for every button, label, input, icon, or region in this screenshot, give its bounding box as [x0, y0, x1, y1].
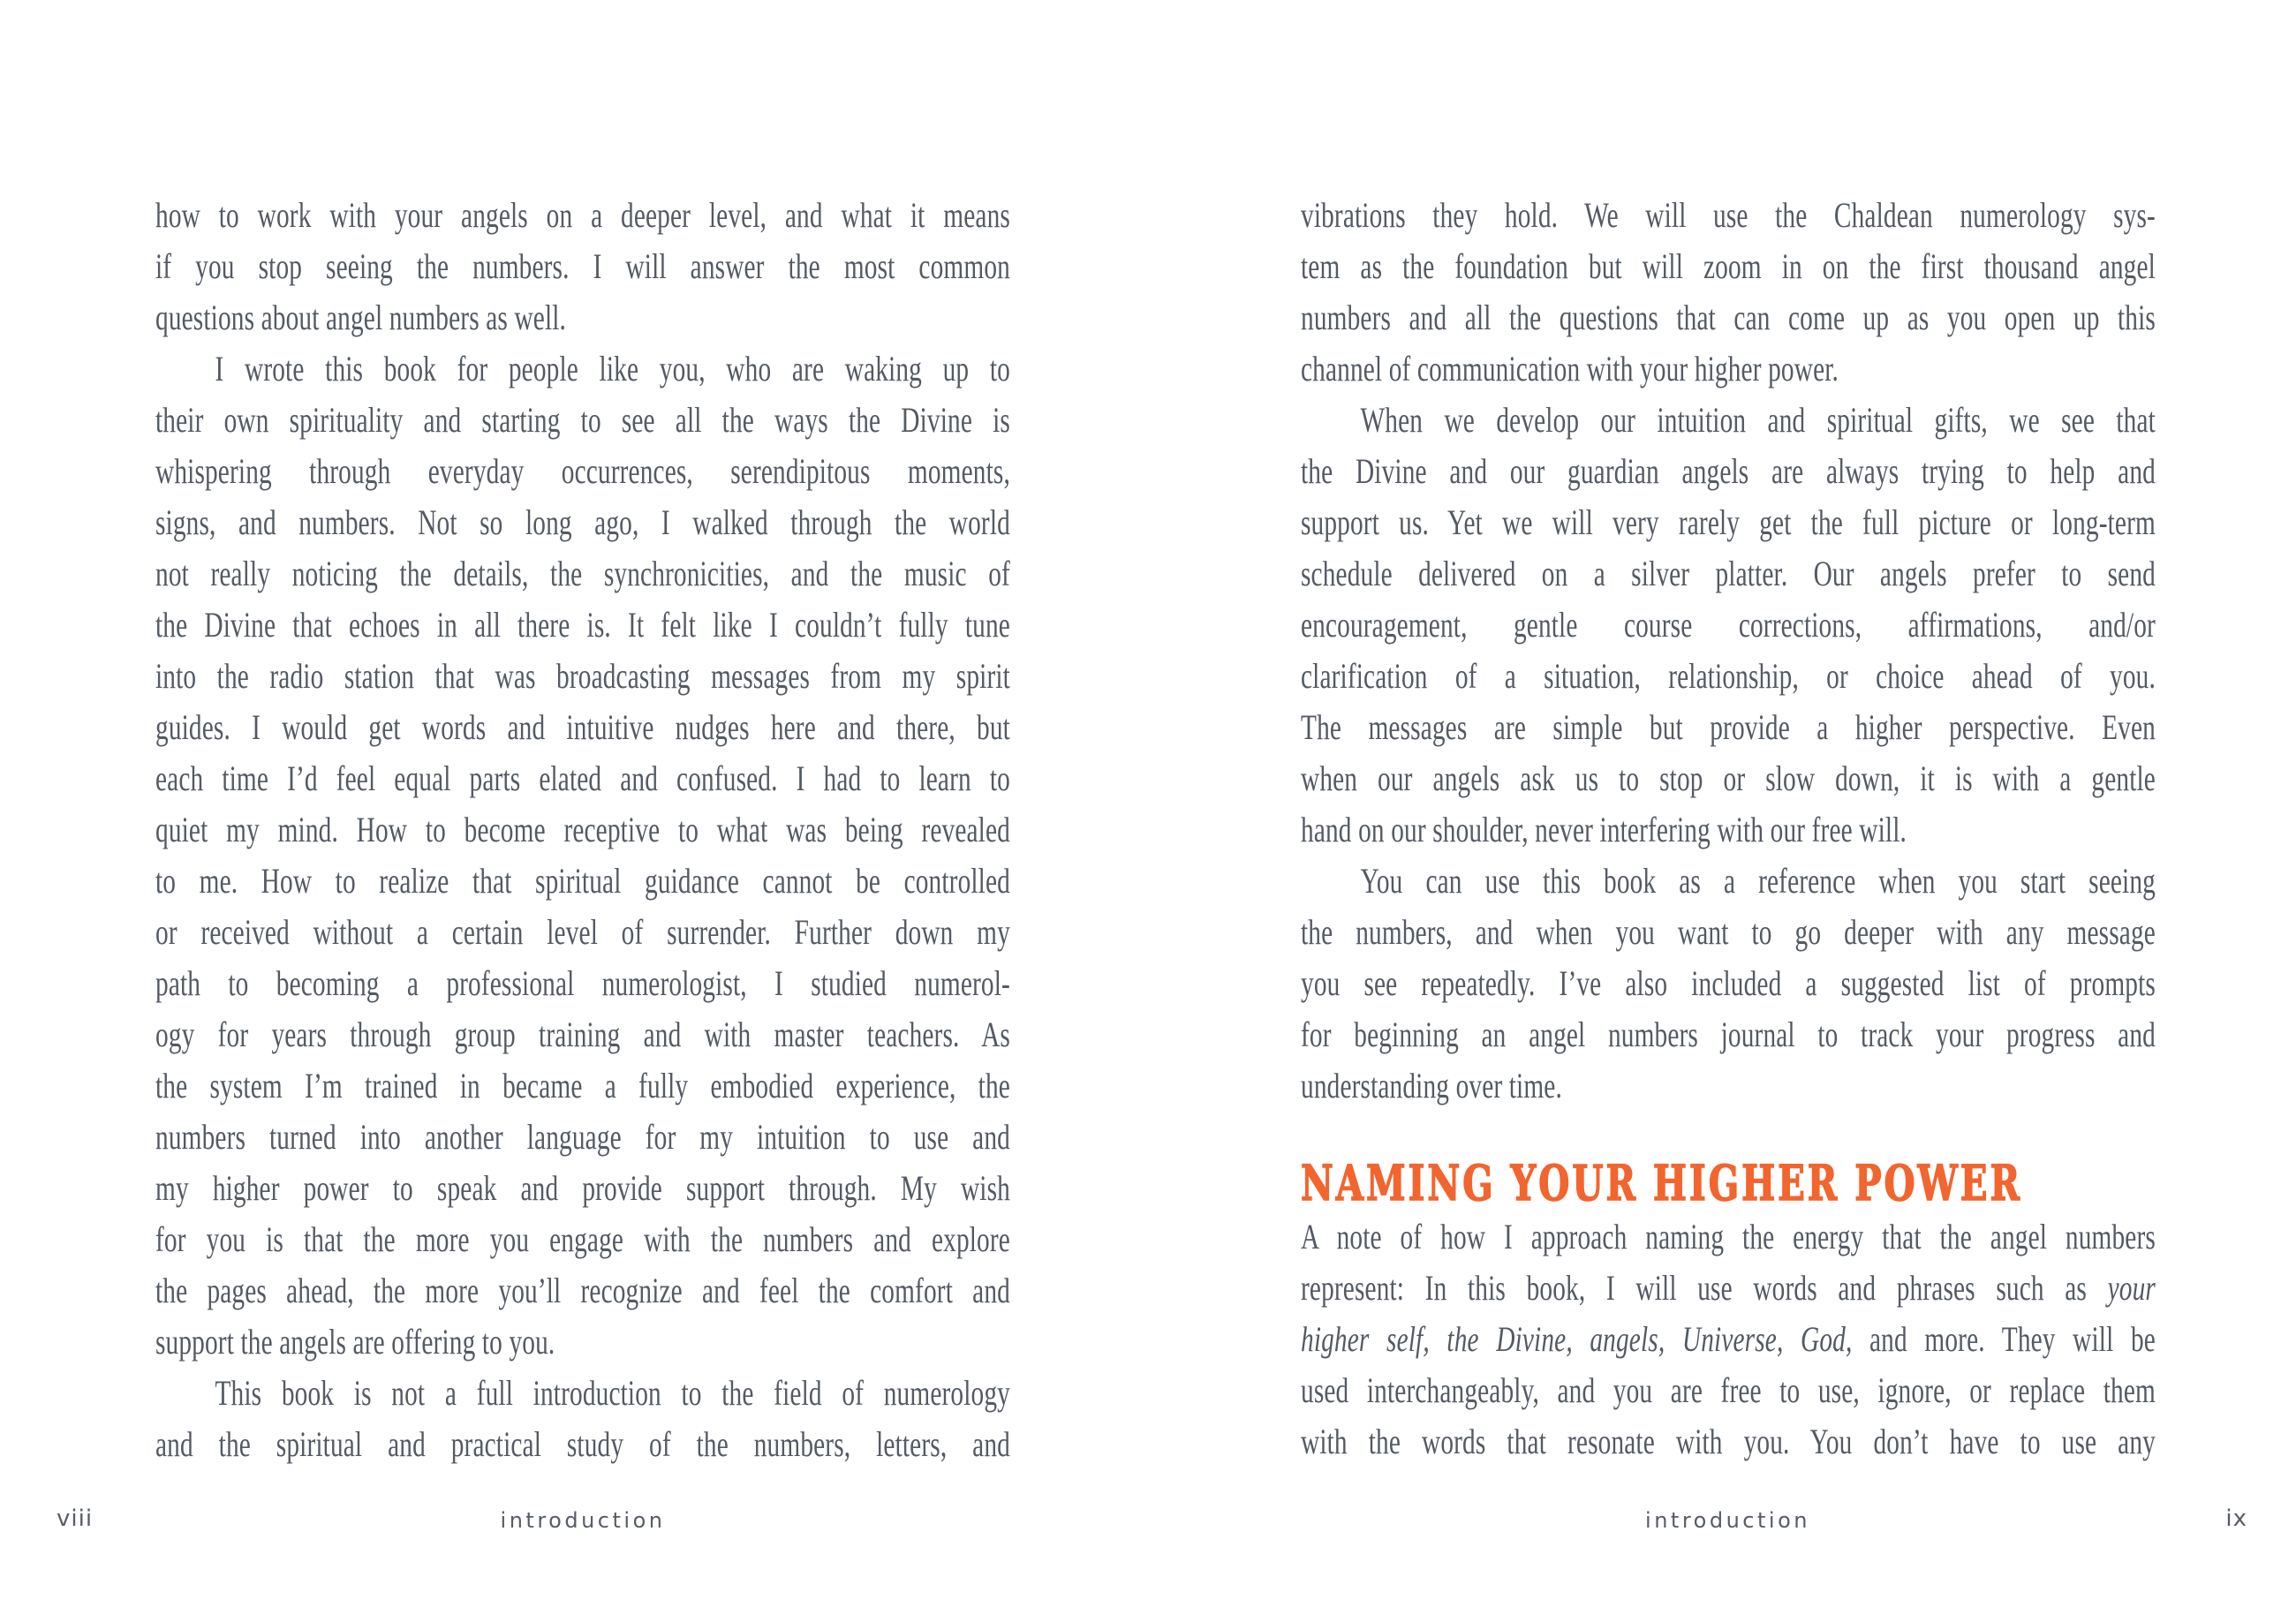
- text-line: support us. Yet we will very rarely get the full picture or long-term: [1301, 502, 2156, 542]
- running-foot-left: introduction: [500, 1508, 666, 1533]
- text-line: my higher power to speak and provide support through. My wish: [155, 1168, 1010, 1208]
- text-line: path to becoming a professional numerologist, I studied numerol-: [155, 963, 1010, 1003]
- text-line: the pages ahead, the more you’ll recognize and feel the comfort and: [155, 1271, 1010, 1310]
- text-line: support the angels are offering to you.: [155, 1322, 555, 1362]
- text-line: how to work with your angels on a deeper level, and what it means: [155, 195, 1010, 235]
- text-line: to me. How to realize that spiritual guidance cannot be controlled: [155, 861, 1010, 901]
- text-line: signs, and numbers. Not so long ago, I walked through the world: [155, 502, 1010, 542]
- text-line: into the radio station that was broadcasting messages from my spirit: [155, 656, 1010, 696]
- text-line: when our angels ask us to stop or slow down, it is with a gentle: [1301, 758, 2156, 798]
- text-line: for beginning an angel numbers journal to track your progress and: [1301, 1015, 2156, 1054]
- right-page-text-column: [1301, 190, 2155, 1467]
- text-line: guides. I would get words and intuitive nudges here and there, but: [155, 707, 1010, 747]
- section-heading: NAMING YOUR HIGHER POWER: [1301, 1154, 2022, 1211]
- right-page-paragraphs-bottom: [1301, 1211, 2155, 1467]
- text-line: A note of how I approach naming the energy that the angel numbers: [1301, 1217, 2156, 1256]
- text-line: ogy for years through group training and with master teachers. As: [155, 1015, 1010, 1054]
- text-line: the numbers, and when you want to go deeper with any message: [1301, 912, 2156, 952]
- text-line: represent: In this book, I will use words and phrases such as your: [1301, 1268, 2156, 1308]
- text-line: for you is that the more you engage with the numbers and explore: [155, 1219, 1010, 1259]
- text-line: numbers turned into another language for my intuition to use and: [155, 1117, 1010, 1157]
- text-line: You can use this book as a reference when you start seeing: [1360, 861, 2156, 901]
- text-line: questions about angel numbers as well.: [155, 298, 567, 337]
- text-line: understanding over time.: [1301, 1066, 1562, 1105]
- text-line: their own spirituality and starting to see all the ways the Divine is: [155, 400, 1010, 440]
- text-line: higher self, the Divine, angels, Universe, God, and more. They will be: [1301, 1319, 2156, 1359]
- text-line: This book is not a full introduction to the field of numerology: [215, 1373, 1010, 1413]
- text-line: the Divine and our guardian angels are always trying to help and: [1301, 451, 2156, 491]
- text-line: I wrote this book for people like you, who are waking up to: [215, 349, 1010, 389]
- text-line: you see repeatedly. I’ve also included a suggested list of prompts: [1301, 963, 2156, 1003]
- text-line: if you stop seeing the numbers. I will answer the most common: [155, 246, 1010, 286]
- text-line: vibrations they hold. We will use the Chaldean numerology sys-: [1301, 195, 2156, 235]
- text-line: or received without a certain level of surrender. Further down my: [155, 912, 1010, 952]
- text-line: used interchangeably, and you are free to use, ignore, or replace them: [1301, 1370, 2156, 1410]
- text-line: clarification of a situation, relationship, or choice ahead of you.: [1301, 656, 2156, 696]
- text-line: The messages are simple but provide a higher perspective. Even: [1301, 707, 2156, 747]
- text-line: hand on our shoulder, never interfering with our free will.: [1301, 810, 1907, 849]
- left-page-paragraphs: [155, 190, 1010, 1470]
- text-line: tem as the foundation but will zoom in on the first thousand angel: [1301, 246, 2156, 286]
- text-line: with the words that resonate with you. You don’t have to use any: [1301, 1422, 2156, 1461]
- text-line: not really noticing the details, the synchronicities, and the music of: [155, 554, 1010, 593]
- text-line: the system I’m trained in became a fully embodied experience, the: [155, 1066, 1010, 1105]
- running-foot-right: introduction: [1645, 1508, 1810, 1533]
- page-number-left: viii: [57, 1505, 94, 1532]
- text-line: the Divine that echoes in all there is. It felt like I couldn’t fully tune: [155, 605, 1010, 645]
- text-line: encouragement, gentle course corrections, affirmations, and/or: [1301, 605, 2156, 645]
- text-line: When we develop our intuition and spiritual gifts, we see that: [1360, 400, 2156, 440]
- text-line: whispering through everyday occurrences, serendipitous moments,: [155, 451, 1010, 491]
- text-line: channel of communication with your higher power.: [1301, 349, 1839, 389]
- left-page-text-column: [155, 190, 1010, 1470]
- right-page-paragraphs-top: [1301, 190, 2155, 1112]
- text-line: schedule delivered on a silver platter. Our angels prefer to send: [1301, 554, 2156, 593]
- text-line: each time I’d feel equal parts elated and confused. I had to learn to: [155, 758, 1010, 798]
- page-number-right: ix: [2225, 1505, 2247, 1532]
- text-line: and the spiritual and practical study of the numbers, letters, and: [155, 1424, 1010, 1464]
- text-line: quiet my mind. How to become receptive to what was being revealed: [155, 810, 1010, 849]
- text-line: numbers and all the questions that can come up as you open up this: [1301, 298, 2156, 337]
